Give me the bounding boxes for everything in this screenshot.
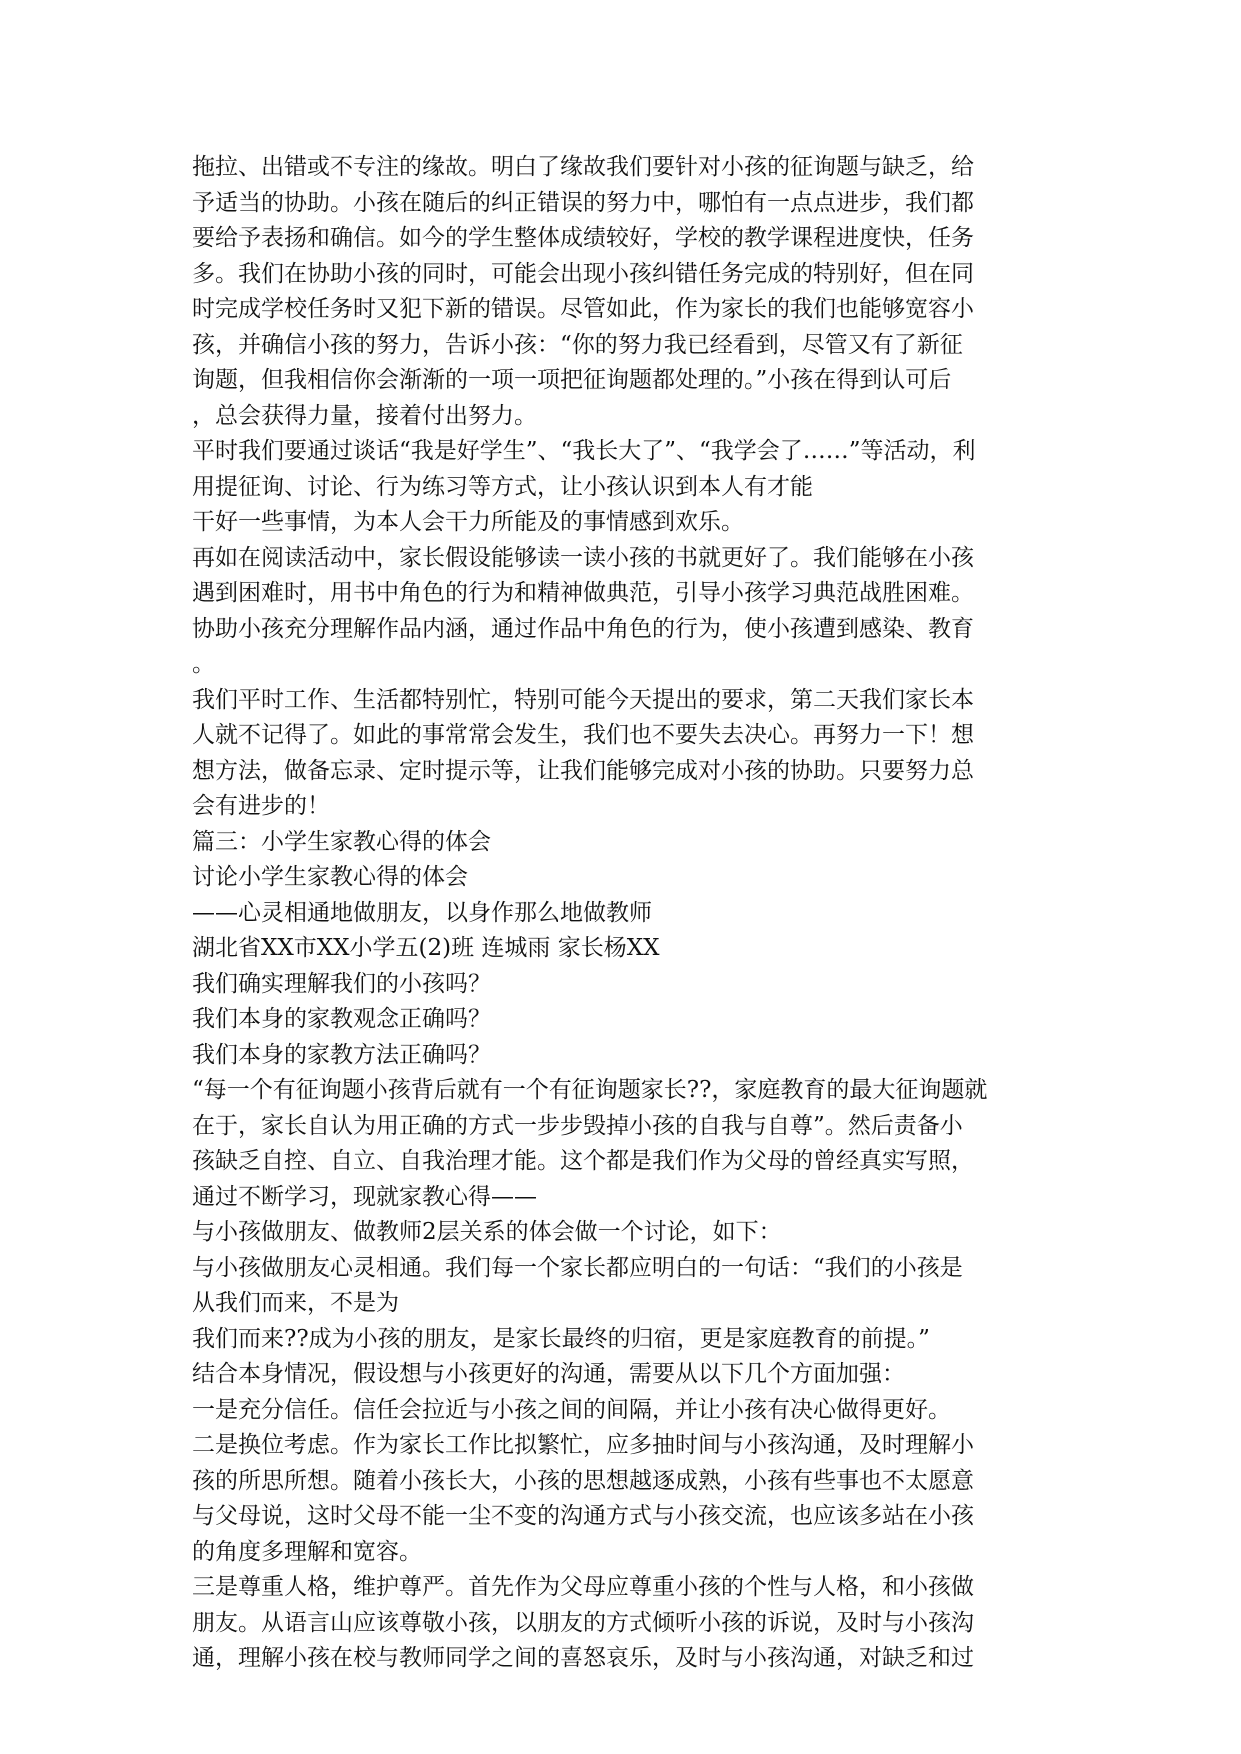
text-line: 干好一些事情，为本人会干力所能及的事情感到欢乐。	[192, 509, 744, 535]
text-line: 再如在阅读活动中，家长假设能够读一读小孩的书就更好了。我们能够在小孩	[192, 544, 974, 571]
text-line: 三是尊重人格，维护尊严。首先作为父母应尊重小孩的个性与人格，和小孩做	[192, 1574, 974, 1600]
text-line: 想方法，做备忘录、定时提示等，让我们能够完成对小孩的协助。只要努力总	[192, 757, 974, 784]
text-line: 从我们而来，不是为	[192, 1290, 399, 1316]
text-line: 的角度多理解和宽容。	[192, 1538, 422, 1565]
document-page	[192, 150, 1062, 1677]
text-line: 我们本身的家教观念正确吗？	[192, 1006, 491, 1032]
text-line: 予适当的协助。小孩在随后的纠正错误的努力中，哪怕有一点点进步，我们都	[192, 189, 974, 216]
text-line: ——心灵相通地做朋友，以身作那么地做教师	[192, 899, 652, 926]
text-line: 协助小孩充分理解作品内涵，通过作品中角色的行为，使小孩遭到感染、教育	[192, 615, 974, 642]
text-line: 要给予表扬和确信。如今的学生整体成绩较好，学校的教学课程进度快，任务	[192, 225, 974, 251]
text-line: ，总会获得力量，接着付出努力。	[192, 402, 537, 429]
text-line: “每一个有征询题小孩背后就有一个有征询题家长??，家庭教育的最大征询题就	[192, 1077, 988, 1103]
text-line: 通过不断学习，现就家教心得——	[192, 1183, 537, 1210]
text-line: 拖拉、出错或不专注的缘故。明白了缘故我们要针对小孩的征询题与缺乏，给	[192, 154, 974, 180]
text-line: 我们而来??成为小孩的朋友，是家长最终的归宿，更是家庭教育的前提。”	[192, 1325, 930, 1352]
text-line: 通，理解小孩在校与教师同学之间的喜怒哀乐，及时与小孩沟通，对缺乏和过	[192, 1645, 974, 1671]
text-line: 用提征询、讨论、行为练习等方式，让小孩认识到本人有才能	[192, 473, 813, 500]
text-line: 与父母说，这时父母不能一尘不变的沟通方式与小孩交流，也应该多站在小孩	[192, 1503, 974, 1529]
text-line: 。	[192, 651, 215, 677]
text-line: 询题，但我相信你会渐渐的一项一项把征询题都处理的。”小孩在得到认可后	[192, 367, 952, 393]
text-line: 我们本身的家教方法正确吗？	[192, 1041, 491, 1068]
text-line: 与小孩做朋友、做教师2层关系的体会做一个讨论，如下：	[192, 1219, 782, 1245]
text-line: 遇到困难时，用书中角色的行为和精神做典范，引导小孩学习典范战胜困难。	[192, 580, 974, 606]
text-line: 在于，家长自认为用正确的方式一步步毁掉小孩的自我与自尊”。然后责备小	[192, 1112, 963, 1139]
text-line: 湖北省XX市XX小学五(2)班 连城雨 家长杨XX	[192, 935, 660, 961]
text-line: 篇三：小学生家教心得的体会	[192, 828, 491, 855]
text-line: 多。我们在协助小孩的同时，可能会出现小孩纠错任务完成的特别好，但在同	[192, 260, 974, 287]
text-line: 孩的所思所想。随着小孩长大，小孩的思想越逐成熟，小孩有些事也不太愿意	[192, 1467, 974, 1494]
text-line: 平时我们要通过谈话“我是好学生”、“我长大了”、“我学会了……”等活动，利	[192, 438, 976, 464]
text-line: 时完成学校任务时又犯下新的错误。尽管如此，作为家长的我们也能够宽容小	[192, 296, 974, 322]
text-line: 讨论小学生家教心得的体会	[192, 864, 468, 890]
text-line: 一是充分信任。信任会拉近与小孩之间的间隔，并让小孩有决心做得更好。	[192, 1396, 951, 1423]
text-line: 朋友。从语言山应该尊敬小孩，以朋友的方式倾听小孩的诉说，及时与小孩沟	[192, 1609, 974, 1636]
text-line: 结合本身情况，假设想与小孩更好的沟通，需要从以下几个方面加强：	[192, 1361, 905, 1387]
text-line: 我们平时工作、生活都特别忙，特别可能今天提出的要求，第二天我们家长本	[192, 686, 974, 713]
text-line: 人就不记得了。如此的事常常会发生，我们也不要失去决心。再努力一下！想	[192, 722, 974, 748]
text-line: 孩缺乏自控、自立、自我治理才能。这个都是我们作为父母的曾经真实写照，	[192, 1148, 974, 1174]
text-line: 与小孩做朋友心灵相通。我们每一个家长都应明白的一句话：“我们的小孩是	[192, 1254, 963, 1281]
text-line: 会有进步的！	[192, 793, 330, 819]
text-line: 我们确实理解我们的小孩吗？	[192, 970, 491, 997]
text-line: 二是换位考虑。作为家长工作比拟繁忙，应多抽时间与小孩沟通，及时理解小	[192, 1432, 974, 1458]
text-line: 孩，并确信小孩的努力，告诉小孩：“你的努力我已经看到，尽管又有了新征	[192, 331, 963, 358]
